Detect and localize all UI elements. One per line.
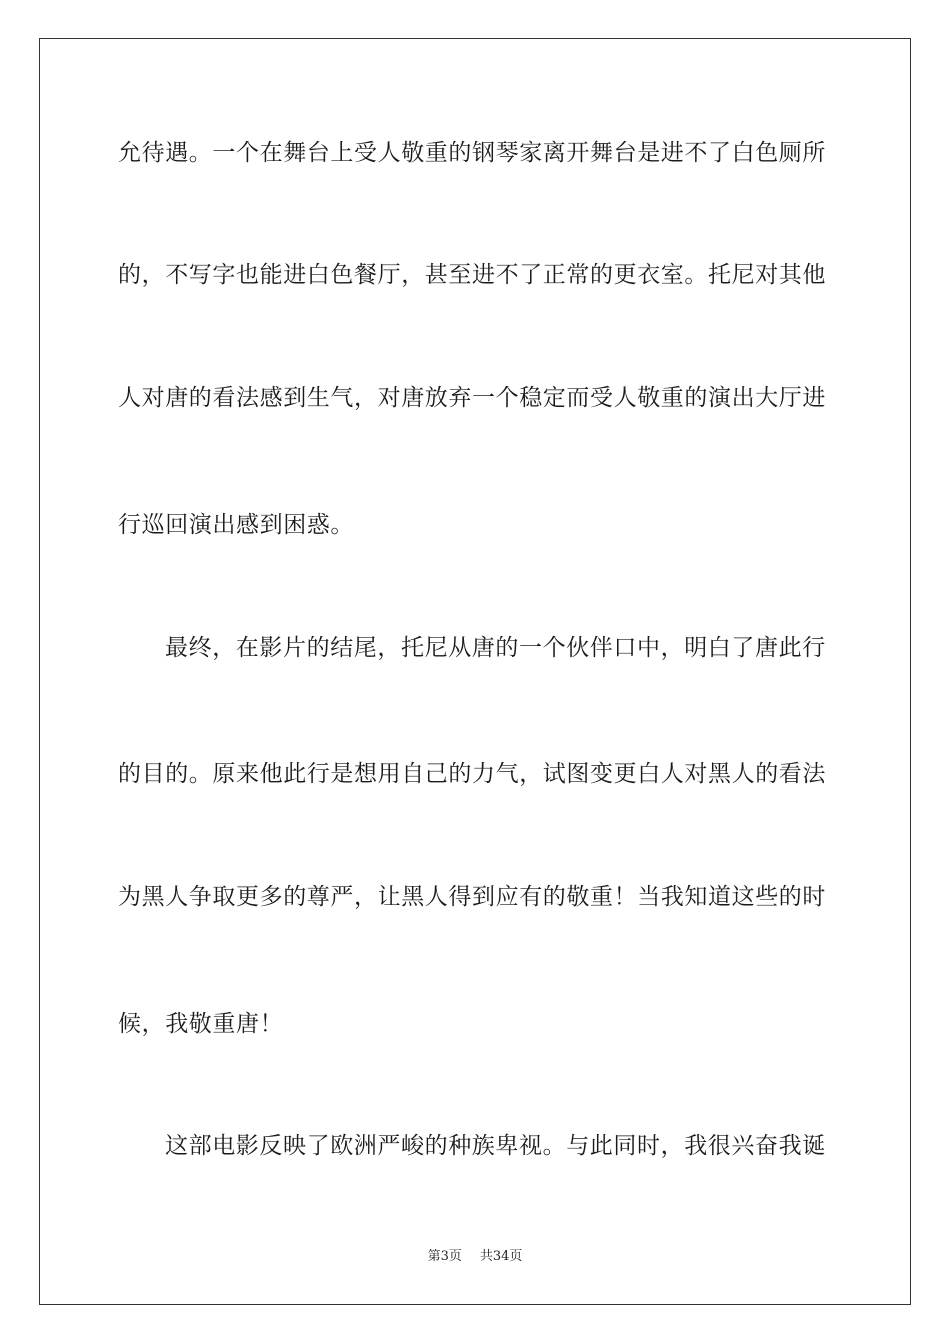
text-line: 为黑人争取更多的尊严，让黑人得到应有的敬重！当我知道这些的时 (118, 884, 826, 910)
text-line: 的目的。原来他此行是想用自己的力气，试图变更白人对黑人的看法 (118, 761, 826, 787)
page-total: 共34页 (479, 1249, 523, 1264)
page-footer (0, 1248, 950, 1266)
paragraph-start-line: 最终，在影片的结尾，托尼从唐的一个伙伴口中，明白了唐此行 (165, 635, 826, 661)
text-line: 允待遇。一个在舞台上受人敬重的钢琴家离开舞台是进不了白色厕所 (118, 140, 826, 166)
text-line: 候，我敬重唐！ (118, 1011, 284, 1037)
text-line: 行巡回演出感到困惑。 (118, 512, 354, 538)
paragraph-start-line: 这部电影反映了欧洲严峻的种族卑视。与此同时，我很兴奋我诞 (165, 1133, 826, 1159)
page-number: 第3页 (427, 1249, 462, 1264)
text-line: 的，不写字也能进白色餐厅，甚至进不了正常的更衣室。托尼对其他 (118, 262, 826, 288)
text-line: 人对唐的看法感到生气，对唐放弃一个稳定而受人敬重的演出大厅进 (118, 385, 826, 411)
page-border (39, 38, 911, 1305)
